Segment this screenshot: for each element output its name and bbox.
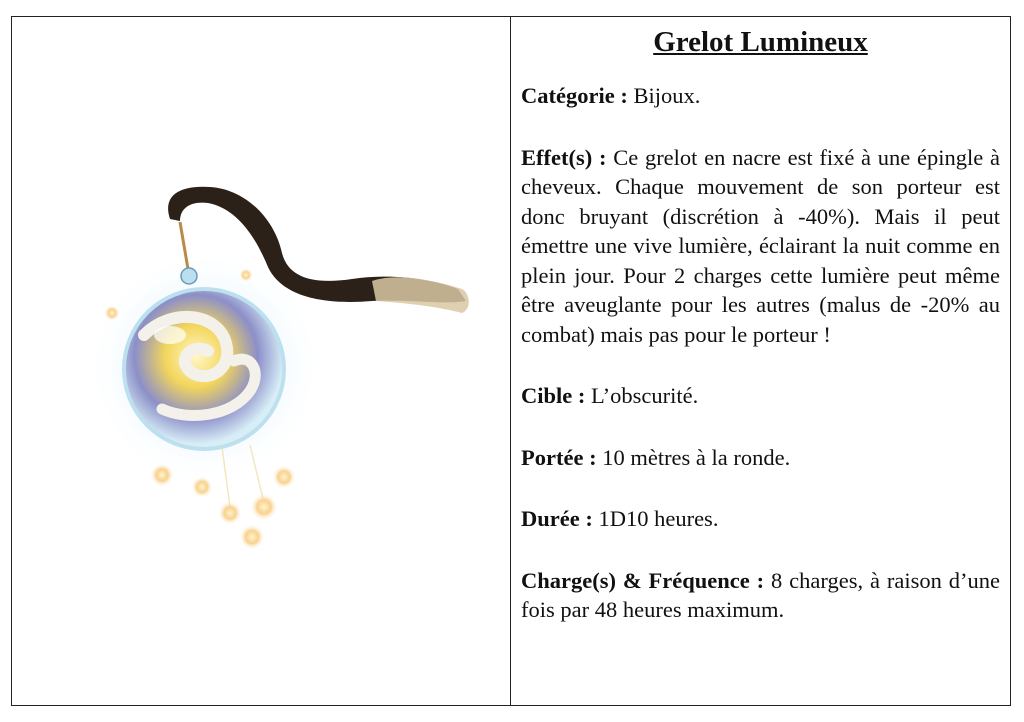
- field-category: [521, 81, 1000, 111]
- field-target: [521, 381, 1000, 411]
- field-value: 1D10 heures.: [592, 506, 719, 531]
- field-label: Cible :: [521, 383, 586, 408]
- field-charges-frequency: [521, 566, 1000, 625]
- glowing-bell-hairpin-icon: [12, 17, 509, 705]
- item-illustration-cell: [12, 17, 511, 705]
- field-label: Charge(s) & Fréquence :: [521, 567, 765, 593]
- field-label: Effet(s) :: [521, 144, 607, 170]
- field-value: Bijoux.: [627, 83, 701, 108]
- item-title: Grelot Lumineux: [653, 26, 868, 58]
- field-range: [521, 443, 1000, 473]
- field-duration: [521, 504, 1000, 534]
- field-label: Catégorie :: [521, 83, 628, 108]
- field-value: Ce grelot en nacre est fixé à une épingle à cheveux. Chaque mouvement de son porteur est donc bruyant (discrétion à -40%). Mais il peut émettre une vive lumière, éclairant la nuit comme en plein jour. Pour 2 charges cette lumière peut même être aveuglante pour les autres (malus de -20% au combat) mais pas pour le porteur !: [521, 144, 1000, 347]
- field-label: Portée :: [521, 444, 597, 470]
- field-value: 8 charges, à raison d’une fois par 48 heures maximum.: [521, 567, 1000, 622]
- item-description-cell: [511, 17, 1010, 705]
- field-label: Durée :: [521, 506, 593, 531]
- field-value: L’obscurité.: [585, 383, 699, 408]
- field-value: 10 mètres à la ronde.: [596, 444, 791, 470]
- item-card: [11, 16, 1011, 706]
- field-effects: [521, 143, 1000, 350]
